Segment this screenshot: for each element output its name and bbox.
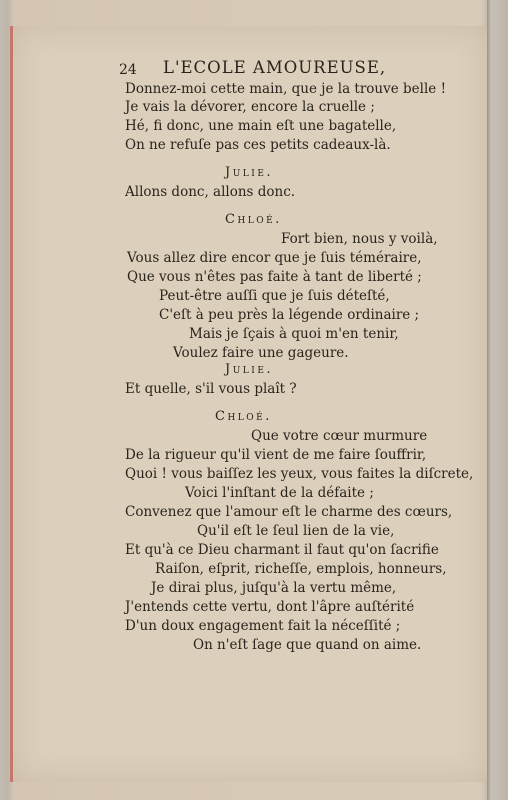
verse-line: C'eſt à peu près la légende ordinaire ; [159, 307, 420, 323]
verse-line: Hé, fi donc, une main eſt une bagatelle, [125, 118, 397, 134]
verse-line: Allons donc, allons donc. [125, 184, 296, 200]
verse-line: Peut-être auſſi que je ſuis déteſté, [159, 288, 390, 304]
speaker-name: Chloé. [215, 409, 272, 424]
verse-line: Convenez que l'amour eſt le charme des cœurs, [125, 504, 453, 520]
verse-line: Et qu'à ce Dieu charmant il faut qu'on ſacrifie [125, 542, 439, 558]
verse-line: Et quelle, s'il vous plaît ? [125, 381, 297, 397]
book-page [10, 26, 487, 782]
verse-line: Raiſon, eſprit, richeſſe, emplois, honneurs, [155, 561, 447, 577]
verse-line: Donnez-moi cette main, que je la trouve belle ! [125, 81, 446, 97]
verse-line: On ne refuſe pas ces petits cadeaux-là. [125, 137, 391, 153]
verse-line: Que vous n'êtes pas faite à tant de liberté ; [127, 269, 422, 285]
verse-line: Voici l'inſtant de la défaite ; [185, 485, 374, 501]
speaker-name: Chloé. [225, 212, 282, 227]
verse-line: Vous allez dire encor que je ſuis téméraire, [127, 250, 422, 266]
verse-line: Je dirai plus, juſqu'à la vertu même, [151, 580, 397, 596]
speaker-name: Julie. [225, 362, 274, 377]
verse-line: Que votre cœur murmure [251, 428, 428, 444]
facing-page-edge [487, 0, 508, 800]
running-title: L'ECOLE AMOUREUSE, [163, 58, 387, 77]
verse-line: Quoi ! vous baiſſez les yeux, vous faites la diſcrete, [125, 466, 474, 482]
verse-line: On n'eſt ſage que quand on aime. [193, 637, 422, 653]
page-number: 24 [119, 62, 137, 78]
speaker-name: Julie. [225, 165, 274, 180]
verse-line: Mais je ſçais à quoi m'en tenir, [189, 326, 399, 342]
verse-line: Je vais la dévorer, encore la cruelle ; [125, 99, 375, 115]
verse-line: De la rigueur qu'il vient de me faire ſouffrir, [125, 447, 427, 463]
verse-line: Fort bien, nous y voilà, [281, 231, 438, 247]
verse-line: Qu'il eſt le ſeul lien de la vie, [197, 523, 395, 539]
verse-line: D'un doux engagement fait la néceſſité ; [125, 618, 401, 634]
verse-line: Voulez faire une gageure. [173, 345, 349, 361]
verse-line: J'entends cette vertu, dont l'âpre auſtérité [125, 599, 415, 615]
